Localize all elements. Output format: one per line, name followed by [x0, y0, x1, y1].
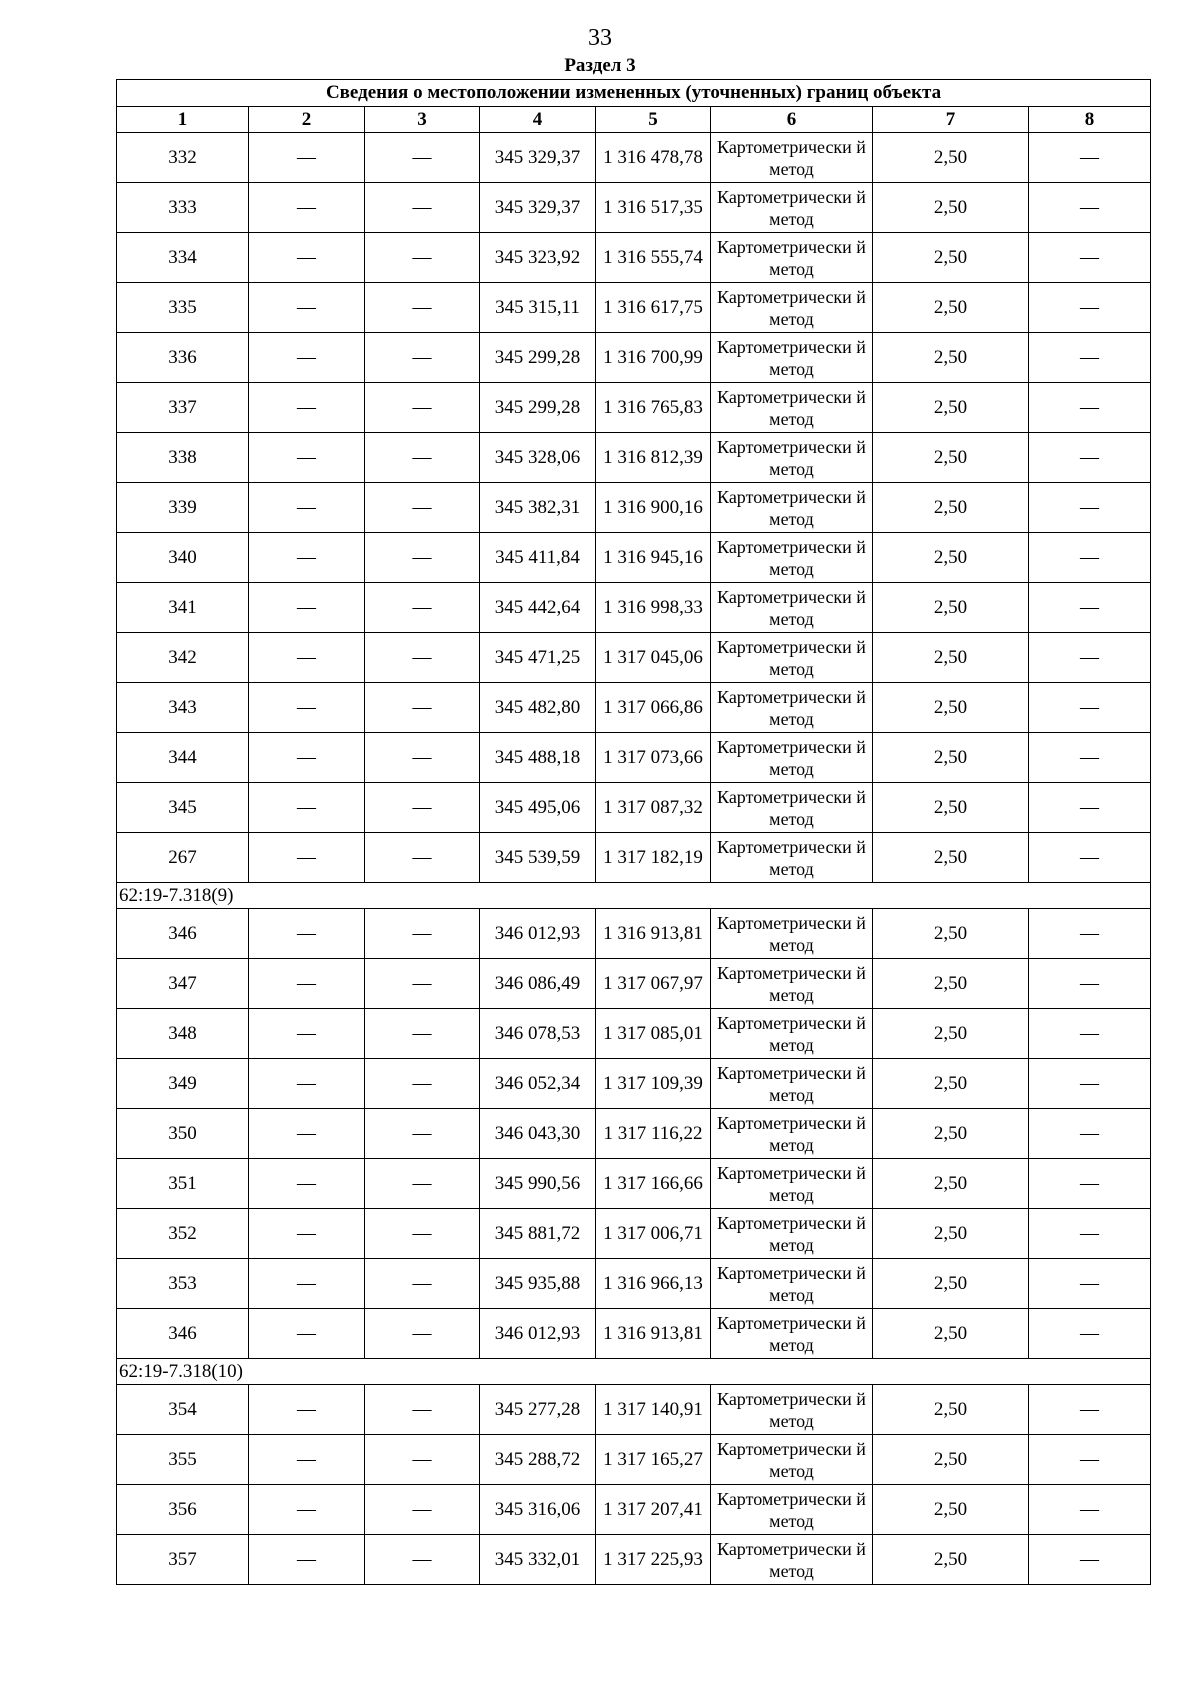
y-coordinate-cell: 1 317 045,06 [596, 633, 711, 683]
method-cell: Картометрически й метод [711, 733, 873, 783]
point-number-cell: 356 [117, 1485, 249, 1535]
x-coordinate-cell: 345 382,31 [480, 483, 596, 533]
method-cell: Картометрически й метод [711, 1309, 873, 1359]
table-row [117, 959, 1151, 1009]
method-cell: Картометрически й метод [711, 1159, 873, 1209]
accuracy-cell: 2,50 [873, 909, 1029, 959]
table-row [117, 283, 1151, 333]
x-coordinate-cell: 345 495,06 [480, 783, 596, 833]
y-coordinate-cell: 1 317 116,22 [596, 1109, 711, 1159]
col2-cell: — [249, 533, 365, 583]
col2-cell: — [249, 333, 365, 383]
table-row [117, 1259, 1151, 1309]
point-number-cell: 346 [117, 1309, 249, 1359]
col3-cell: — [365, 383, 480, 433]
col8-cell: — [1029, 833, 1151, 883]
method-cell: Картометрически й метод [711, 833, 873, 883]
y-coordinate-cell: 1 316 900,16 [596, 483, 711, 533]
method-cell: Картометрически й метод [711, 583, 873, 633]
y-coordinate-cell: 1 317 207,41 [596, 1485, 711, 1535]
accuracy-cell: 2,50 [873, 1435, 1029, 1485]
method-cell: Картометрически й метод [711, 1485, 873, 1535]
method-cell: Картометрически й метод [711, 1109, 873, 1159]
col2-cell: — [249, 1059, 365, 1109]
point-number-cell: 340 [117, 533, 249, 583]
col2-cell: — [249, 283, 365, 333]
col8-cell: — [1029, 1059, 1151, 1109]
accuracy-cell: 2,50 [873, 633, 1029, 683]
y-coordinate-cell: 1 317 085,01 [596, 1009, 711, 1059]
col8-cell: — [1029, 383, 1151, 433]
boundary-coordinates-table [116, 79, 1151, 1585]
method-cell: Картометрически й метод [711, 1059, 873, 1109]
col8-cell: — [1029, 1435, 1151, 1485]
accuracy-cell: 2,50 [873, 383, 1029, 433]
point-number-cell: 267 [117, 833, 249, 883]
accuracy-cell: 2,50 [873, 833, 1029, 883]
col2-cell: — [249, 1485, 365, 1535]
point-number-cell: 341 [117, 583, 249, 633]
col8-cell: — [1029, 333, 1151, 383]
table-row [117, 683, 1151, 733]
method-cell: Картометрически й метод [711, 483, 873, 533]
col3-cell: — [365, 183, 480, 233]
y-coordinate-cell: 1 317 182,19 [596, 833, 711, 883]
col3-cell: — [365, 1009, 480, 1059]
col3-cell: — [365, 1435, 480, 1485]
col3-cell: — [365, 1159, 480, 1209]
table-row [117, 833, 1151, 883]
accuracy-cell: 2,50 [873, 783, 1029, 833]
method-cell: Картометрически й метод [711, 683, 873, 733]
section-title: Раздел 3 [564, 55, 636, 76]
col8-cell: — [1029, 233, 1151, 283]
col2-cell: — [249, 483, 365, 533]
x-coordinate-cell: 345 881,72 [480, 1209, 596, 1259]
point-number-cell: 337 [117, 383, 249, 433]
y-coordinate-cell: 1 316 765,83 [596, 383, 711, 433]
col2-cell: — [249, 909, 365, 959]
col3-cell: — [365, 1059, 480, 1109]
y-coordinate-cell: 1 316 998,33 [596, 583, 711, 633]
x-coordinate-cell: 345 471,25 [480, 633, 596, 683]
accuracy-cell: 2,50 [873, 533, 1029, 583]
y-coordinate-cell: 1 316 945,16 [596, 533, 711, 583]
col8-cell: — [1029, 1385, 1151, 1435]
table-row [117, 533, 1151, 583]
y-coordinate-cell: 1 316 913,81 [596, 909, 711, 959]
y-coordinate-cell: 1 317 006,71 [596, 1209, 711, 1259]
col8-cell: — [1029, 1259, 1151, 1309]
col2-cell: — [249, 433, 365, 483]
x-coordinate-cell: 345 329,37 [480, 183, 596, 233]
col8-cell: — [1029, 1009, 1151, 1059]
column-header: 4 [480, 107, 596, 133]
method-cell: Картометрически й метод [711, 1259, 873, 1309]
method-cell: Картометрически й метод [711, 533, 873, 583]
table-row [117, 1209, 1151, 1259]
x-coordinate-cell: 345 442,64 [480, 583, 596, 633]
col2-cell: — [249, 1385, 365, 1435]
method-cell: Картометрически й метод [711, 283, 873, 333]
point-number-cell: 350 [117, 1109, 249, 1159]
col3-cell: — [365, 733, 480, 783]
accuracy-cell: 2,50 [873, 1159, 1029, 1209]
col8-cell: — [1029, 183, 1151, 233]
col2-cell: — [249, 583, 365, 633]
accuracy-cell: 2,50 [873, 583, 1029, 633]
y-coordinate-cell: 1 316 478,78 [596, 133, 711, 183]
y-coordinate-cell: 1 317 087,32 [596, 783, 711, 833]
col8-cell: — [1029, 1309, 1151, 1359]
x-coordinate-cell: 345 288,72 [480, 1435, 596, 1485]
x-coordinate-cell: 346 052,34 [480, 1059, 596, 1109]
column-header: 2 [249, 107, 365, 133]
col8-cell: — [1029, 909, 1151, 959]
point-number-cell: 348 [117, 1009, 249, 1059]
x-coordinate-cell: 346 043,30 [480, 1109, 596, 1159]
col2-cell: — [249, 383, 365, 433]
y-coordinate-cell: 1 317 166,66 [596, 1159, 711, 1209]
accuracy-cell: 2,50 [873, 133, 1029, 183]
point-number-cell: 335 [117, 283, 249, 333]
y-coordinate-cell: 1 316 700,99 [596, 333, 711, 383]
group-label: 62:19-7.318(9) [117, 883, 1151, 909]
col2-cell: — [249, 959, 365, 1009]
method-cell: Картометрически й метод [711, 133, 873, 183]
table-row [117, 909, 1151, 959]
table-row [117, 333, 1151, 383]
col3-cell: — [365, 783, 480, 833]
accuracy-cell: 2,50 [873, 483, 1029, 533]
accuracy-cell: 2,50 [873, 733, 1029, 783]
x-coordinate-cell: 345 482,80 [480, 683, 596, 733]
col8-cell: — [1029, 583, 1151, 633]
accuracy-cell: 2,50 [873, 1535, 1029, 1585]
col2-cell: — [249, 1309, 365, 1359]
x-coordinate-cell: 345 328,06 [480, 433, 596, 483]
point-number-cell: 343 [117, 683, 249, 733]
table-row [117, 1059, 1151, 1109]
table-row [117, 1109, 1151, 1159]
y-coordinate-cell: 1 317 225,93 [596, 1535, 711, 1585]
col2-cell: — [249, 683, 365, 733]
group-row [117, 1359, 1151, 1385]
col8-cell: — [1029, 633, 1151, 683]
y-coordinate-cell: 1 316 517,35 [596, 183, 711, 233]
method-cell: Картометрически й метод [711, 1535, 873, 1585]
point-number-cell: 342 [117, 633, 249, 683]
col3-cell: — [365, 483, 480, 533]
y-coordinate-cell: 1 316 812,39 [596, 433, 711, 483]
accuracy-cell: 2,50 [873, 1485, 1029, 1535]
table-row [117, 433, 1151, 483]
col8-cell: — [1029, 133, 1151, 183]
method-cell: Картометрически й метод [711, 1009, 873, 1059]
accuracy-cell: 2,50 [873, 959, 1029, 1009]
table-row [117, 1535, 1151, 1585]
column-header: 7 [873, 107, 1029, 133]
col3-cell: — [365, 1209, 480, 1259]
col8-cell: — [1029, 1109, 1151, 1159]
y-coordinate-cell: 1 316 555,74 [596, 233, 711, 283]
accuracy-cell: 2,50 [873, 1009, 1029, 1059]
page-number: 33 [588, 25, 612, 51]
col8-cell: — [1029, 483, 1151, 533]
col3-cell: — [365, 433, 480, 483]
accuracy-cell: 2,50 [873, 1059, 1029, 1109]
col3-cell: — [365, 1385, 480, 1435]
col8-cell: — [1029, 1535, 1151, 1585]
x-coordinate-cell: 345 411,84 [480, 533, 596, 583]
col8-cell: — [1029, 783, 1151, 833]
table-row [117, 783, 1151, 833]
method-cell: Картометрически й метод [711, 1435, 873, 1485]
y-coordinate-cell: 1 317 140,91 [596, 1385, 711, 1435]
y-coordinate-cell: 1 317 165,27 [596, 1435, 711, 1485]
column-header: 6 [711, 107, 873, 133]
point-number-cell: 346 [117, 909, 249, 959]
group-label: 62:19-7.318(10) [117, 1359, 1151, 1385]
point-number-cell: 354 [117, 1385, 249, 1435]
point-number-cell: 351 [117, 1159, 249, 1209]
table-caption-row [117, 80, 1151, 107]
col2-cell: — [249, 1009, 365, 1059]
table-row [117, 1159, 1151, 1209]
col2-cell: — [249, 233, 365, 283]
method-cell: Картометрически й метод [711, 233, 873, 283]
point-number-cell: 339 [117, 483, 249, 533]
y-coordinate-cell: 1 317 109,39 [596, 1059, 711, 1109]
col3-cell: — [365, 333, 480, 383]
point-number-cell: 357 [117, 1535, 249, 1585]
x-coordinate-cell: 345 488,18 [480, 733, 596, 783]
accuracy-cell: 2,50 [873, 1385, 1029, 1435]
col3-cell: — [365, 633, 480, 683]
col3-cell: — [365, 909, 480, 959]
table-row [117, 733, 1151, 783]
col3-cell: — [365, 1535, 480, 1585]
col3-cell: — [365, 583, 480, 633]
col3-cell: — [365, 683, 480, 733]
col3-cell: — [365, 833, 480, 883]
y-coordinate-cell: 1 316 913,81 [596, 1309, 711, 1359]
col2-cell: — [249, 1535, 365, 1585]
point-number-cell: 352 [117, 1209, 249, 1259]
col2-cell: — [249, 1109, 365, 1159]
col2-cell: — [249, 1209, 365, 1259]
point-number-cell: 347 [117, 959, 249, 1009]
x-coordinate-cell: 345 329,37 [480, 133, 596, 183]
x-coordinate-cell: 346 086,49 [480, 959, 596, 1009]
col3-cell: — [365, 1109, 480, 1159]
table-row [117, 583, 1151, 633]
accuracy-cell: 2,50 [873, 683, 1029, 733]
col2-cell: — [249, 1435, 365, 1485]
x-coordinate-cell: 345 316,06 [480, 1485, 596, 1535]
col2-cell: — [249, 183, 365, 233]
column-header: 1 [117, 107, 249, 133]
method-cell: Картометрически й метод [711, 633, 873, 683]
point-number-cell: 345 [117, 783, 249, 833]
method-cell: Картометрически й метод [711, 433, 873, 483]
point-number-cell: 344 [117, 733, 249, 783]
accuracy-cell: 2,50 [873, 183, 1029, 233]
col3-cell: — [365, 533, 480, 583]
col8-cell: — [1029, 1485, 1151, 1535]
table-row [117, 1435, 1151, 1485]
table-row [117, 633, 1151, 683]
column-header: 5 [596, 107, 711, 133]
x-coordinate-cell: 346 012,93 [480, 909, 596, 959]
method-cell: Картометрически й метод [711, 383, 873, 433]
col3-cell: — [365, 133, 480, 183]
col8-cell: — [1029, 283, 1151, 333]
accuracy-cell: 2,50 [873, 1259, 1029, 1309]
col3-cell: — [365, 1309, 480, 1359]
col2-cell: — [249, 1259, 365, 1309]
col8-cell: — [1029, 433, 1151, 483]
method-cell: Картометрически й метод [711, 959, 873, 1009]
col2-cell: — [249, 733, 365, 783]
col8-cell: — [1029, 1159, 1151, 1209]
method-cell: Картометрически й метод [711, 183, 873, 233]
col3-cell: — [365, 1259, 480, 1309]
col8-cell: — [1029, 959, 1151, 1009]
col3-cell: — [365, 1485, 480, 1535]
y-coordinate-cell: 1 316 966,13 [596, 1259, 711, 1309]
col8-cell: — [1029, 533, 1151, 583]
x-coordinate-cell: 345 539,59 [480, 833, 596, 883]
point-number-cell: 338 [117, 433, 249, 483]
col8-cell: — [1029, 1209, 1151, 1259]
x-coordinate-cell: 345 990,56 [480, 1159, 596, 1209]
col3-cell: — [365, 959, 480, 1009]
col3-cell: — [365, 283, 480, 333]
col8-cell: — [1029, 733, 1151, 783]
table-row [117, 1309, 1151, 1359]
point-number-cell: 349 [117, 1059, 249, 1109]
accuracy-cell: 2,50 [873, 1209, 1029, 1259]
table-row [117, 483, 1151, 533]
method-cell: Картометрически й метод [711, 909, 873, 959]
x-coordinate-cell: 345 299,28 [480, 383, 596, 433]
table-row [117, 383, 1151, 433]
method-cell: Картометрически й метод [711, 1385, 873, 1435]
method-cell: Картометрически й метод [711, 783, 873, 833]
col8-cell: — [1029, 683, 1151, 733]
table-row [117, 1485, 1151, 1535]
col2-cell: — [249, 833, 365, 883]
table-caption: Сведения о местоположении измененных (уточненных) границ объекта [117, 80, 1151, 107]
table-row [117, 133, 1151, 183]
table-body [117, 133, 1151, 1585]
point-number-cell: 333 [117, 183, 249, 233]
point-number-cell: 355 [117, 1435, 249, 1485]
column-header-row [117, 107, 1151, 133]
x-coordinate-cell: 345 299,28 [480, 333, 596, 383]
y-coordinate-cell: 1 317 073,66 [596, 733, 711, 783]
y-coordinate-cell: 1 316 617,75 [596, 283, 711, 333]
accuracy-cell: 2,50 [873, 283, 1029, 333]
point-number-cell: 336 [117, 333, 249, 383]
y-coordinate-cell: 1 317 067,97 [596, 959, 711, 1009]
method-cell: Картометрически й метод [711, 333, 873, 383]
x-coordinate-cell: 345 323,92 [480, 233, 596, 283]
point-number-cell: 353 [117, 1259, 249, 1309]
x-coordinate-cell: 345 277,28 [480, 1385, 596, 1435]
accuracy-cell: 2,50 [873, 333, 1029, 383]
accuracy-cell: 2,50 [873, 233, 1029, 283]
table-row [117, 1009, 1151, 1059]
method-cell: Картометрически й метод [711, 1209, 873, 1259]
table-row [117, 1385, 1151, 1435]
column-header: 3 [365, 107, 480, 133]
x-coordinate-cell: 345 332,01 [480, 1535, 596, 1585]
x-coordinate-cell: 345 315,11 [480, 283, 596, 333]
point-number-cell: 332 [117, 133, 249, 183]
x-coordinate-cell: 345 935,88 [480, 1259, 596, 1309]
table-row [117, 183, 1151, 233]
y-coordinate-cell: 1 317 066,86 [596, 683, 711, 733]
point-number-cell: 334 [117, 233, 249, 283]
accuracy-cell: 2,50 [873, 1109, 1029, 1159]
col2-cell: — [249, 133, 365, 183]
col2-cell: — [249, 783, 365, 833]
group-row [117, 883, 1151, 909]
x-coordinate-cell: 346 078,53 [480, 1009, 596, 1059]
column-header: 8 [1029, 107, 1151, 133]
table-row [117, 233, 1151, 283]
x-coordinate-cell: 346 012,93 [480, 1309, 596, 1359]
col2-cell: — [249, 633, 365, 683]
accuracy-cell: 2,50 [873, 1309, 1029, 1359]
col2-cell: — [249, 1159, 365, 1209]
accuracy-cell: 2,50 [873, 433, 1029, 483]
col3-cell: — [365, 233, 480, 283]
